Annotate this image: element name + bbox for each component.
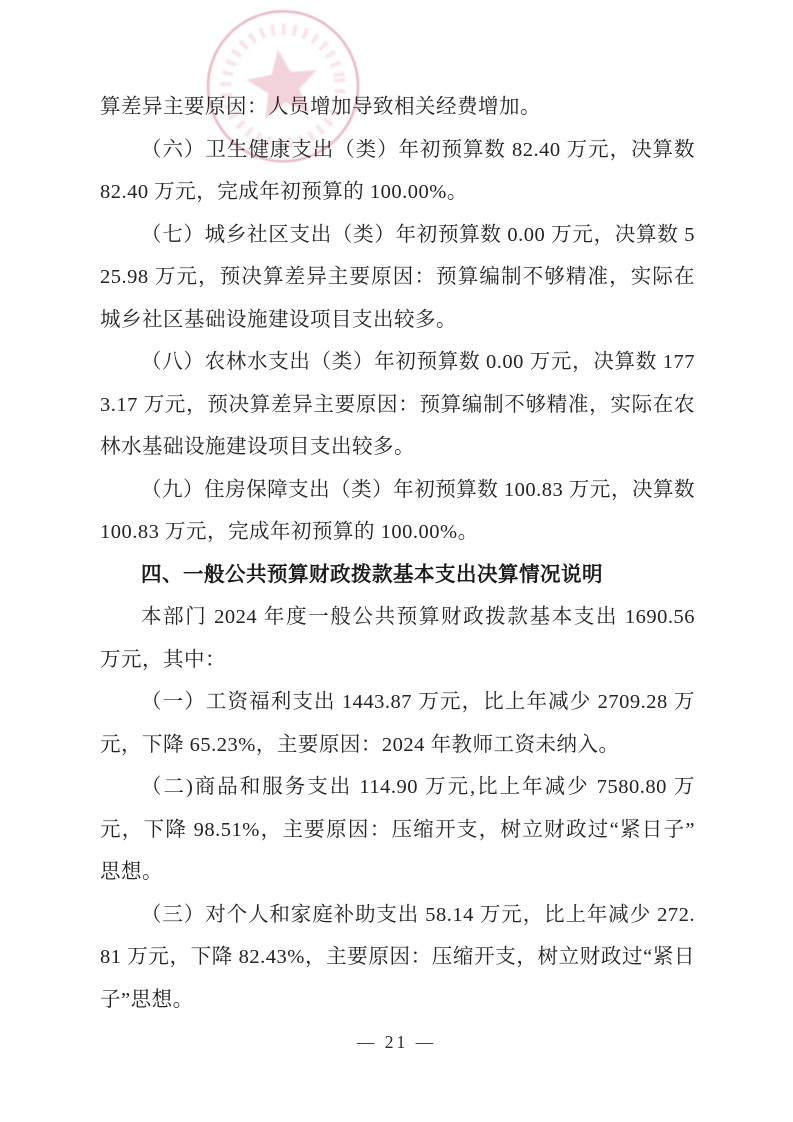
paragraph-intro: 本部门 2024 年度一般公共预算财政拨款基本支出 1690.56 万元，其中：	[100, 606, 695, 671]
document-body	[100, 86, 695, 1021]
section-heading-4: 四、一般公共预算财政拨款基本支出决算情况说明	[141, 562, 603, 586]
paragraph-item-2: （二)商品和服务支出 114.90 万元,比上年减少 7580.80 万元，下降 98.51%，主要原因：压缩开支，树立财政过“紧日子”思想。	[100, 776, 695, 883]
paragraph-item-3: （三）对个人和家庭补助支出 58.14 万元，比上年减少 272.81 万元，下降 82.43%，主要原因：压缩开支，树立财政过“紧日子”思想。	[100, 903, 695, 1011]
paragraph-item-6: （六）卫生健康支出（类）年初预算数 82.40 万元，决算数 82.40 万元，完成年初预算的 100.00%。	[100, 138, 695, 203]
paragraph-continuation: 算差异主要原因：人员增加导致相关经费增加。	[100, 96, 541, 118]
paragraph-item-8: （八）农林水支出（类）年初预算数 0.00 万元，决算数 1773.17 万元，预决算差异主要原因：预算编制不够精准，实际在农林水基础设施建设项目支出较多。	[100, 351, 695, 458]
paragraph-item-9: （九）住房保障支出（类）年初预算数 100.83 万元，决算数 100.83 万元，完成年初预算的 100.00%。	[100, 478, 695, 543]
paragraph-item-1: （一）工资福利支出 1443.87 万元，比上年减少 2709.28 万元，下降 65.23%，主要原因：2024 年教师工资未纳入。	[100, 691, 695, 756]
page-number: — 21 —	[356, 1032, 437, 1052]
paragraph-item-7: （七）城乡社区支出（类）年初预算数 0.00 万元，决算数 525.98 万元，预决算差异主要原因：预算编制不够精准，实际在城乡社区基础设施建设项目支出较多。	[100, 223, 695, 331]
